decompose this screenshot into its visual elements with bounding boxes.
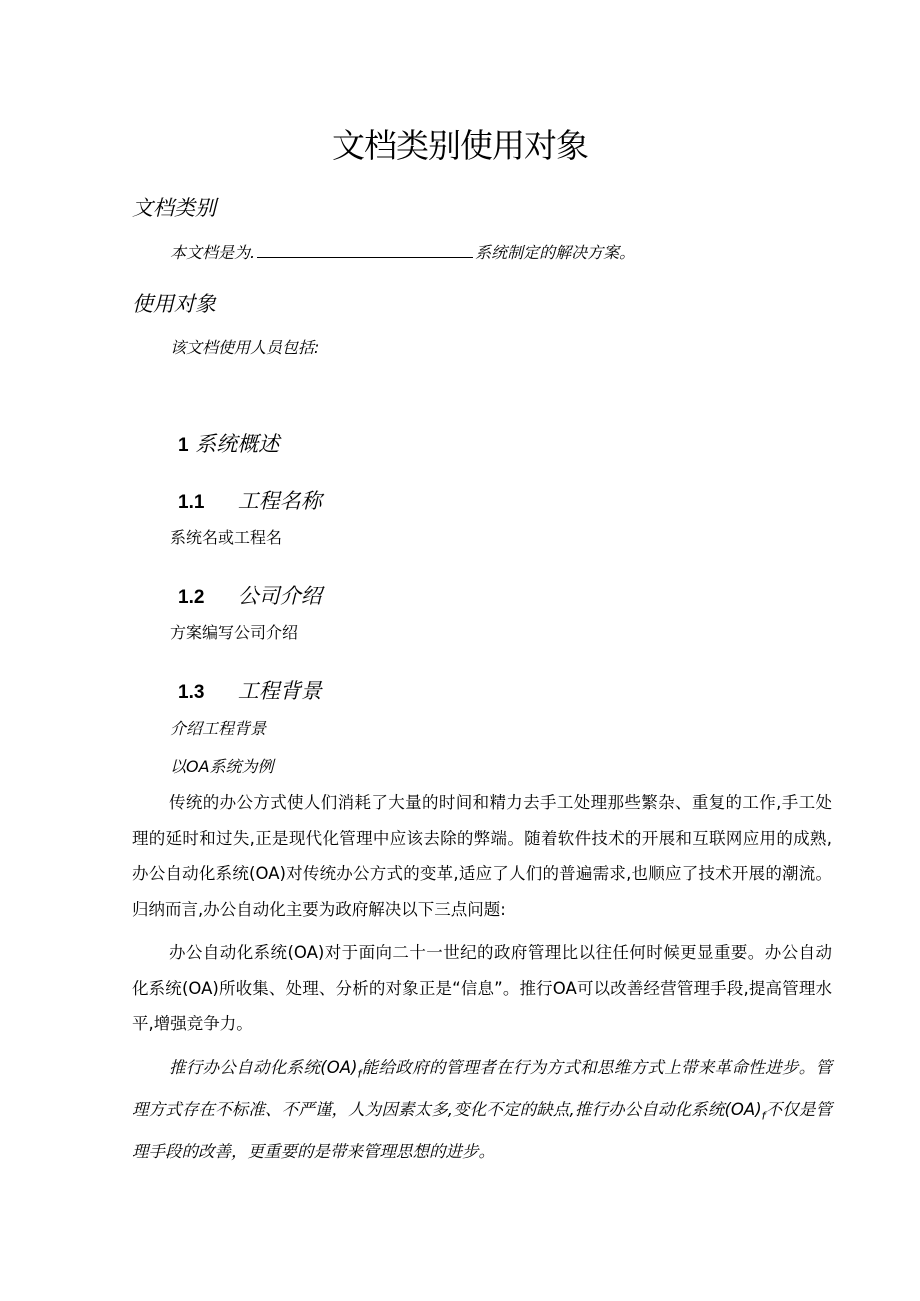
section-1-1-title: 工程名称 — [237, 489, 322, 513]
paragraph-3-sub-1: f — [357, 1067, 362, 1081]
section-1-3-heading — [178, 675, 322, 705]
paragraph-1: 传统的办公方式使人们消耗了大量的时间和精力去手工处理那些繁杂、重复的工作,手工处理的延时和过失,正是现代化管理中应该去除的弊端。随着软件技术的开展和互联网应用的成熟,办公自动化系统(OA)对传统办公方式的变革,适应了人们的普遍需求,也顺应了技术开展的潮流。归纳而言,办公自动化主要为政府解决以下三点问题: — [132, 793, 832, 919]
section-1-2-title: 公司介绍 — [237, 584, 322, 608]
section-1-2-body: 方案编写公司介绍 — [170, 623, 299, 642]
section-1-3-line-1: 介绍工程背景 — [170, 719, 267, 738]
section-1-title: 系统概述 — [195, 432, 280, 456]
doc-category-text-after: 系统制定的解决方案。 — [475, 243, 636, 262]
section-1-3-title: 工程背景 — [237, 679, 322, 703]
section-1-2-heading — [178, 580, 322, 610]
section-1-3-number: 1.3 — [178, 682, 205, 703]
system-name-blank — [257, 245, 473, 258]
section-1-1-body: 系统名或工程名 — [170, 528, 283, 547]
paragraph-3-part-c: 不仅是管理手段的改善，更重要的是带来管理思想的进步。 — [132, 1099, 833, 1161]
paragraph-2: 办公自动化系统(OA)对于面向二十一世纪的政府管理比以往任何时候更显重要。办公自动化系统(OA)所收集、处理、分析的对象正是“信息”。推行OA可以改善经营管理手段,提高管理水平,增强竞争力。 — [132, 943, 832, 1033]
section-1-1-number: 1.1 — [178, 492, 205, 513]
usage-target-text: 该文档使用人员包括: — [170, 338, 320, 357]
section-1-3-line-2: 以OA系统为例 — [170, 757, 274, 776]
section-1-heading — [178, 428, 279, 458]
usage-target-heading: 使用对象 — [132, 292, 216, 316]
section-1-1-heading — [178, 485, 322, 515]
paragraph-3 — [132, 1050, 832, 1169]
paragraph-3-part-b: 能给政府的管理者在行为方式和思维方式上带来革命性进步。管理方式存在不标准、不严谨，人为因素太多,变化不定的缺点,推行办公自动化系统(OA) — [132, 1058, 833, 1119]
paragraph-3-part-a: 推行办公自动化系统(OA) — [169, 1058, 358, 1077]
section-1-number: 1 — [178, 435, 189, 456]
page-title: 文档类别使用对象 — [332, 126, 588, 165]
doc-category-heading: 文档类别 — [132, 196, 216, 220]
doc-category-text-before: 本文档是为. — [170, 243, 256, 262]
doc-category-line — [170, 240, 635, 263]
section-1-2-number: 1.2 — [178, 587, 205, 608]
paragraph-3-sub-2: f — [761, 1109, 766, 1123]
